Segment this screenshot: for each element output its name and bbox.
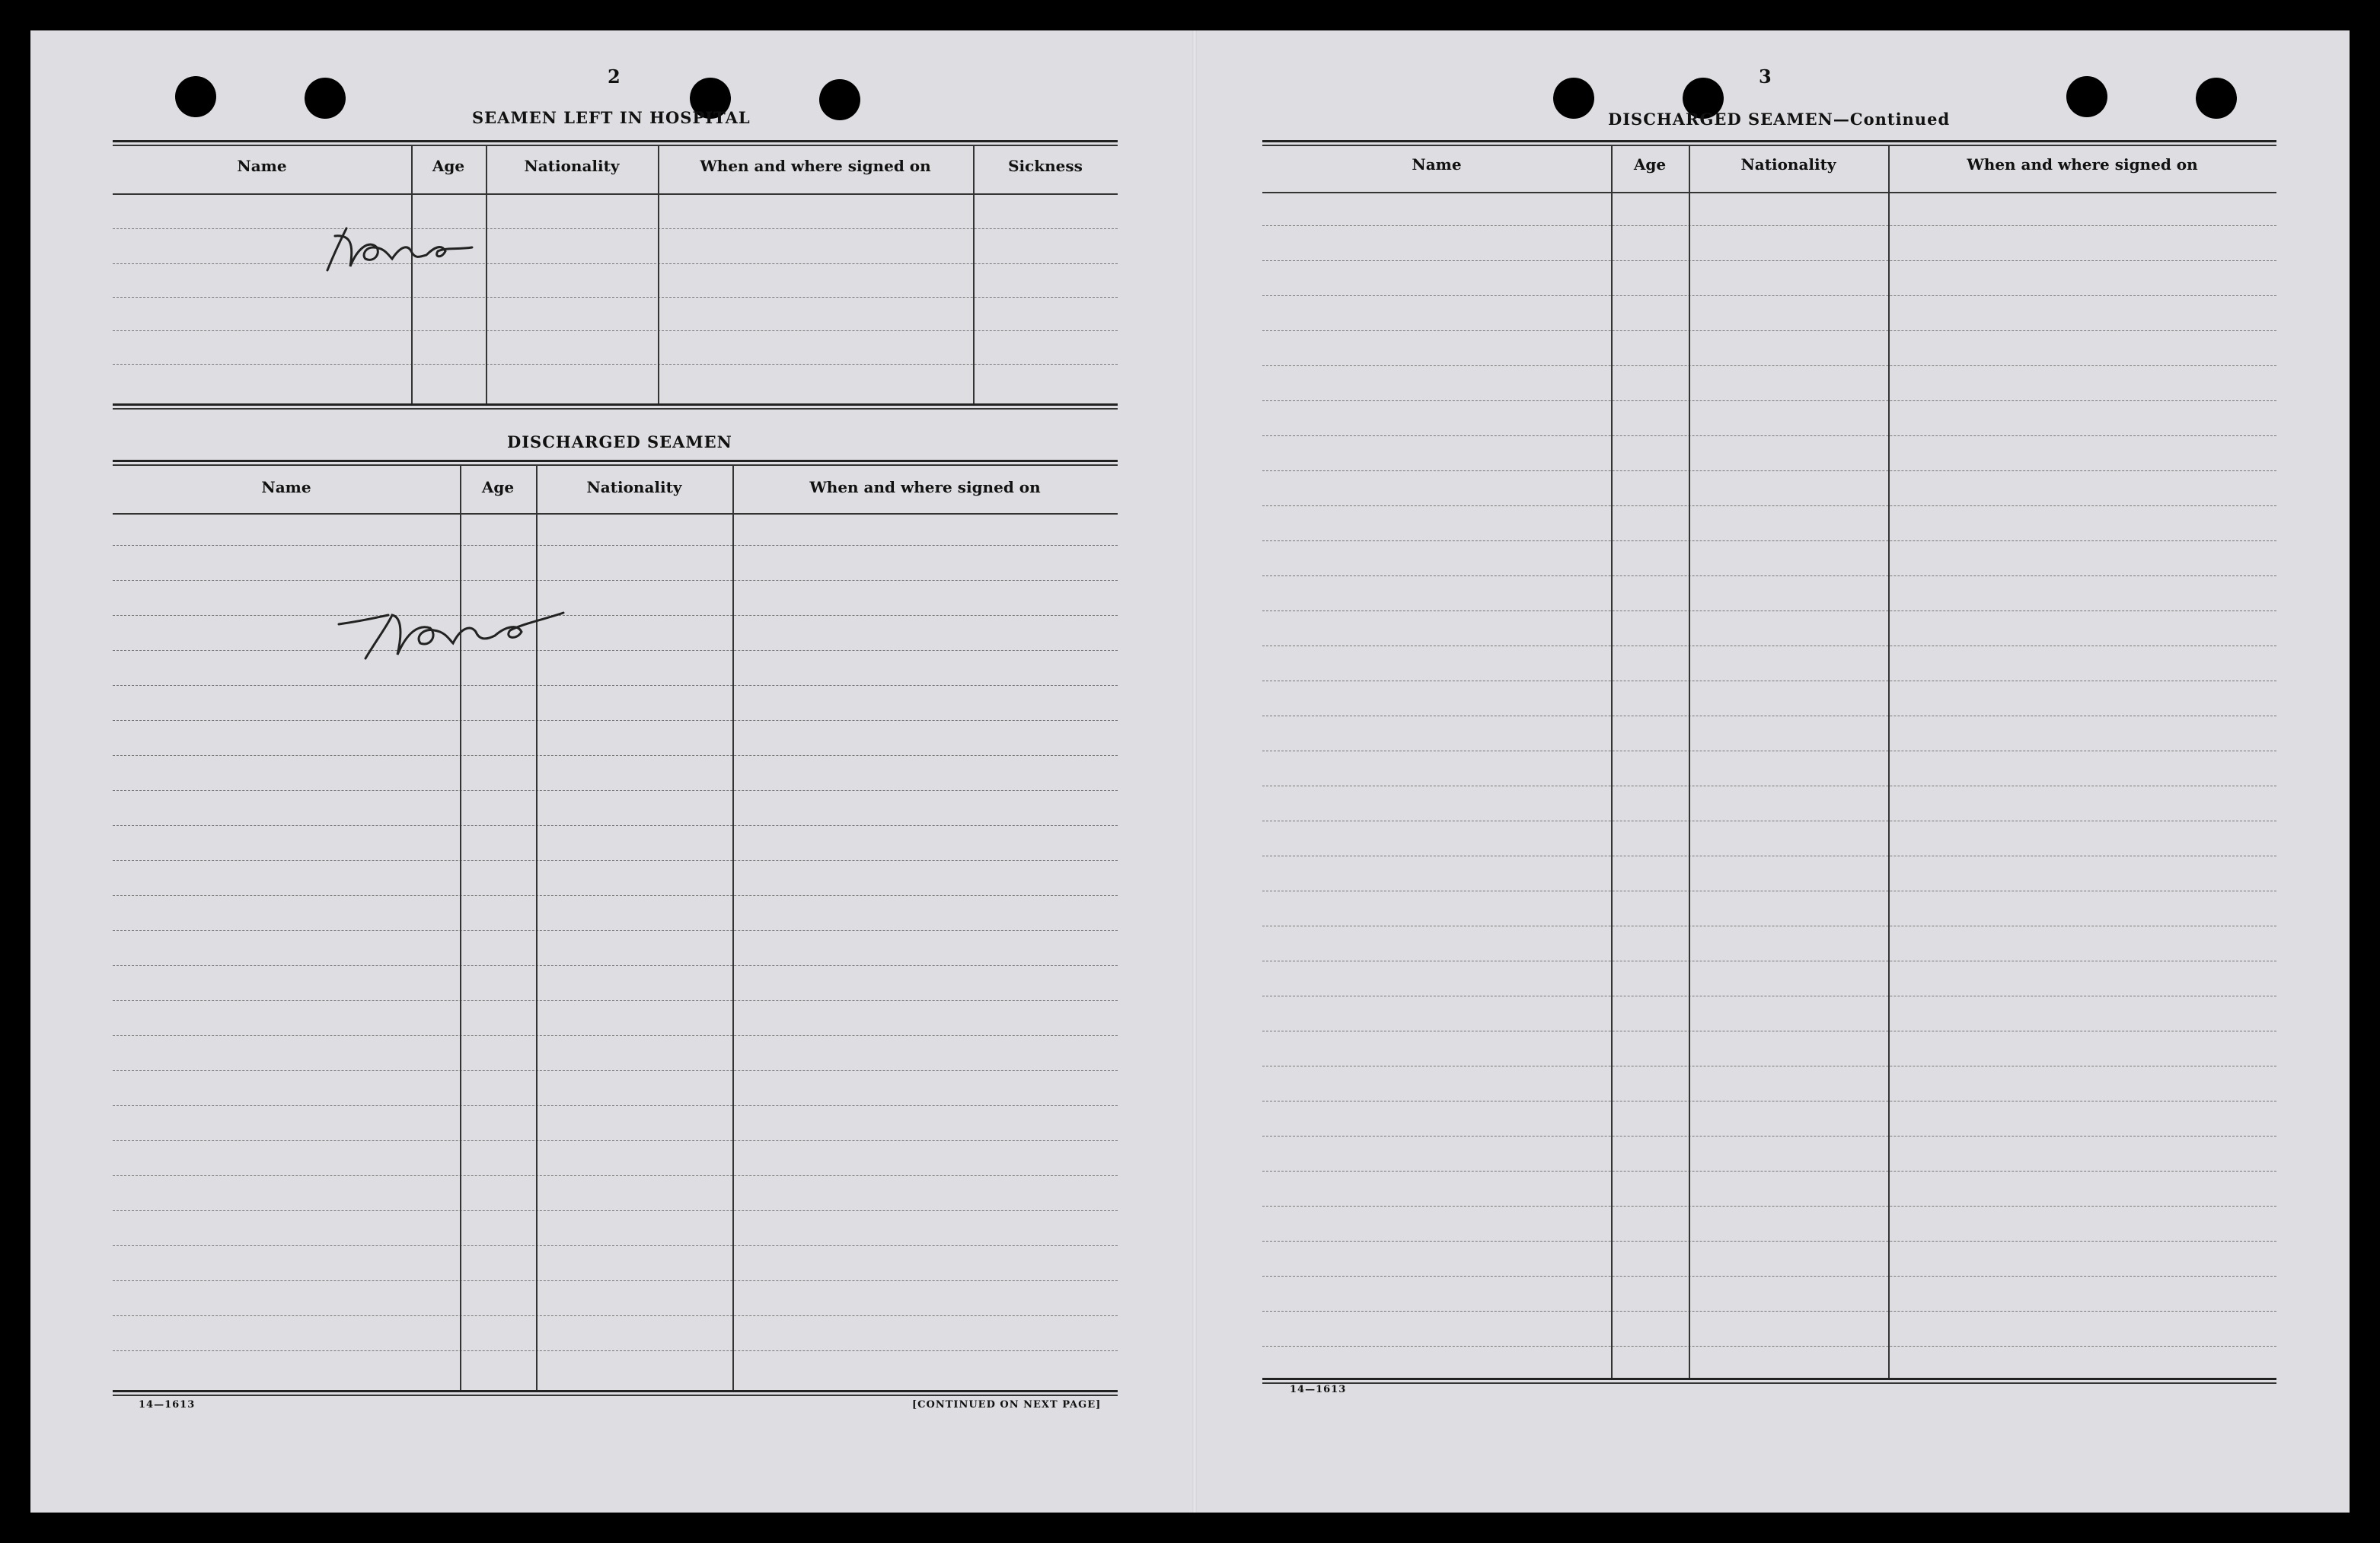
right-form-number: 14—1613 <box>1290 1384 1347 1395</box>
handwritten-none-discharged <box>335 594 624 670</box>
right-page-number: 3 <box>1759 65 1772 88</box>
left-form-number: 14—1613 <box>139 1399 196 1411</box>
hospital-header-nationality: Nationality <box>524 157 620 175</box>
discharged-continued-table <box>1262 140 2276 1385</box>
punch-hole <box>819 79 860 120</box>
hospital-header-name: Name <box>237 157 287 175</box>
punch-hole <box>305 78 346 119</box>
hospital-header-sickness: Sickness <box>1008 157 1083 175</box>
discharged-continued-title: DISCHARGED SEAMEN—Continued <box>1608 110 1951 129</box>
continued-header-signed-on: When and where signed on <box>1967 155 2198 174</box>
discharged-header-nationality: Nationality <box>586 478 682 496</box>
hospital-header-age: Age <box>432 157 465 175</box>
continued-header-name: Name <box>1412 155 1462 174</box>
continued-header-nationality: Nationality <box>1740 155 1836 174</box>
hospital-table <box>113 140 1118 408</box>
discharged-header-signed-on: When and where signed on <box>809 478 1041 496</box>
punch-hole <box>2196 78 2237 119</box>
discharged-header-age: Age <box>481 478 515 496</box>
left-page-number: 2 <box>608 65 621 88</box>
hospital-section-title: SEAMEN LEFT IN HOSPITAL <box>472 108 751 127</box>
continued-note: [CONTINUED ON NEXT PAGE] <box>912 1399 1102 1411</box>
discharged-section-title: DISCHARGED SEAMEN <box>507 432 732 451</box>
hospital-header-signed-on: When and where signed on <box>700 157 931 175</box>
punch-hole <box>175 76 216 117</box>
punch-hole <box>1553 78 1594 119</box>
punch-hole <box>2066 76 2107 117</box>
handwritten-none-hospital <box>312 221 541 282</box>
continued-header-age: Age <box>1633 155 1667 174</box>
page-fold <box>1192 30 1197 1513</box>
discharged-header-name: Name <box>261 478 311 496</box>
